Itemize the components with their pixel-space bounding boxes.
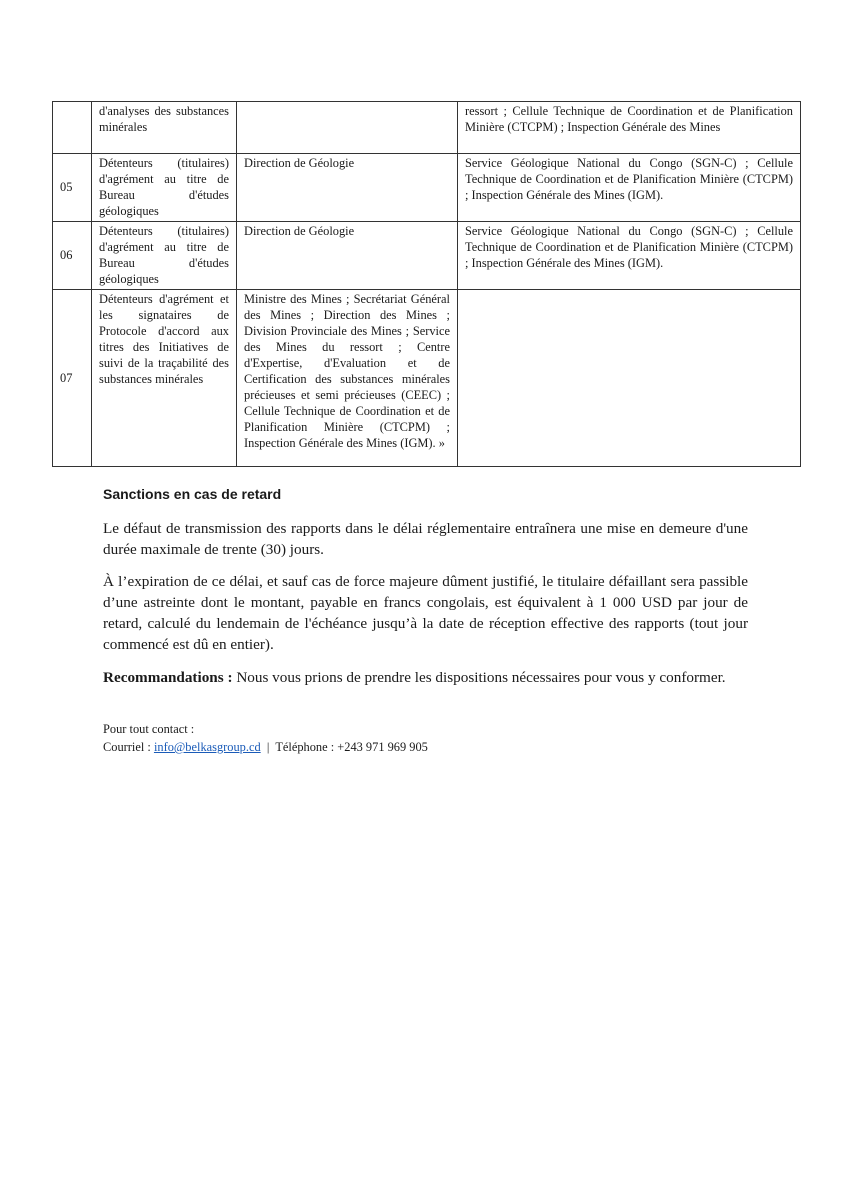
holder-cell: Détenteurs (titulaires) d'agrément au titre de Bureau d'études géologiques bbox=[92, 154, 237, 222]
contact-block bbox=[103, 720, 428, 756]
row-number: 07 bbox=[53, 290, 92, 467]
sanctions-heading: Sanctions en cas de retard bbox=[103, 486, 282, 502]
email-label: Courriel : bbox=[103, 740, 154, 754]
table-row bbox=[53, 222, 801, 290]
holder-cell: Détenteurs d'agrément et les signataires de Protocole d'accord aux titres des Initiatives de suivi de la traçabilité des substances minérales bbox=[92, 290, 237, 467]
services-cell bbox=[458, 290, 801, 467]
email-link[interactable]: info@belkasgroup.cd bbox=[153, 740, 261, 754]
services-cell: Service Géologique National du Congo (SGN-C) ; Cellule Technique de Coordination et de Planification Minière (CTCPM) ; Inspection Générale des Mines (IGM). bbox=[458, 154, 801, 222]
table-row bbox=[53, 290, 801, 467]
services-cell: Service Géologique National du Congo (SGN-C) ; Cellule Technique de Coordination et de Planification Minière (CTCPM) ; Inspection Générale des Mines (IGM). bbox=[458, 222, 801, 290]
contact-title: Pour tout contact : bbox=[103, 722, 195, 736]
recommendations-paragraph bbox=[103, 667, 748, 688]
row-number: 06 bbox=[53, 222, 92, 290]
direction-cell: Direction de Géologie bbox=[237, 154, 458, 222]
contact-separator: | bbox=[260, 740, 276, 754]
phone-number: Téléphone : +243 971 969 905 bbox=[275, 740, 428, 754]
recommendations-label: Recommandations : bbox=[103, 669, 233, 686]
responsibility-table bbox=[52, 101, 801, 467]
direction-cell: Ministre des Mines ; Secrétariat Général des Mines ; Direction des Mines ; Division Provinciale des Mines ; Service des Mines du ressort ; Centre d'Expertise, d'Evaluation et de Certification des substances minérales précieuses et semi précieuses (CEEC) ; Cellule Technique de Coordination et de Planification Minière (CTCPM) ; Inspection Générale des Mines (IGM). » bbox=[237, 290, 458, 467]
holder-cell: Détenteurs (titulaires) d'agrément au titre de Bureau d'études géologiques bbox=[92, 222, 237, 290]
table-row bbox=[53, 154, 801, 222]
direction-cell: Direction de Géologie bbox=[237, 222, 458, 290]
services-cell: ressort ; Cellule Technique de Coordination et de Planification Minière (CTCPM) ; Inspection Générale des Mines bbox=[458, 102, 801, 154]
row-number bbox=[53, 102, 92, 154]
sanctions-paragraph-2: À l’expiration de ce délai, et sauf cas de force majeure dûment justifié, le titulaire défaillant sera passible d’une astreinte dont le montant, payable en francs congolais, est équivalent à 1 000 USD par jour de retard, calculé du lendemain de l'échéance jusqu’à la date de réception effective des rapports (tout jour commencé est dû en entier). bbox=[103, 573, 748, 653]
table-row bbox=[53, 102, 801, 154]
recommendations-text: Nous vous prions de prendre les dispositions nécessaires pour vous y conformer. bbox=[232, 669, 726, 686]
sanctions-paragraph-1: Le défaut de transmission des rapports dans le délai réglementaire entraînera une mise en demeure d'une durée maximale de trente (30) jours. bbox=[103, 520, 748, 558]
row-number: 05 bbox=[53, 154, 92, 222]
direction-cell bbox=[237, 102, 458, 154]
holder-cell: d'analyses des substances minérales bbox=[92, 102, 237, 154]
contact-line bbox=[103, 738, 428, 756]
